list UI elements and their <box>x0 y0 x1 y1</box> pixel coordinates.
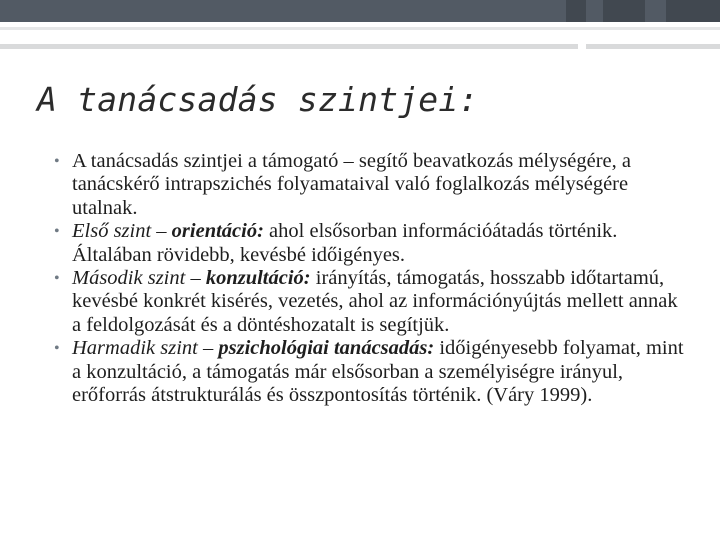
bullet-list <box>54 150 684 407</box>
bullet-text: A tanácsadás szintjei a támogató – segítő beavatkozás mélységére, a tanácskérő intrapszichés folyamataival való foglalkozás mélységére utalnak. <box>72 150 631 219</box>
slide-title: A tanácsadás szintjei: <box>37 80 479 119</box>
header-stripe-left <box>0 44 578 49</box>
bullet-term: orientáció: <box>171 220 264 243</box>
bullet-rest: irányítás, támogatás, hosszabb időtartamú, kevésbé konkrét kisérés, vezetés, ahol az információnyújtás mellett annak a feldolgozását és a döntéshozatalt is segítjük. <box>72 267 678 336</box>
bullet-lead: Második szint – <box>72 267 206 290</box>
header-stripe-thin <box>0 27 720 30</box>
bullet-item <box>54 267 684 337</box>
bullet-item <box>54 150 684 220</box>
bullet-item <box>54 220 684 267</box>
bullet-rest: időigényesebb folyamat, mint a konzultáció, a támogatás már elsősorban a személyiségre irányul, erőforrás átstrukturálás és összpontosítás történik. (Váry 1999). <box>72 337 684 407</box>
bullet-rest: ahol elsősorban információátadás történik. Általában rövidebb, kevésbé időigényes. <box>72 220 618 266</box>
header-block-3 <box>666 0 720 22</box>
bullet-term: pszichológiai tanácsadás: <box>218 337 435 360</box>
header-stripe-right <box>586 44 720 49</box>
bullet-lead: Első szint – <box>72 220 172 243</box>
header-block-2 <box>603 0 645 22</box>
bullet-item <box>54 337 684 407</box>
header-block-1 <box>566 0 586 22</box>
bullet-lead: Harmadik szint – <box>72 337 219 360</box>
bullet-term: konzultáció: <box>205 267 311 290</box>
